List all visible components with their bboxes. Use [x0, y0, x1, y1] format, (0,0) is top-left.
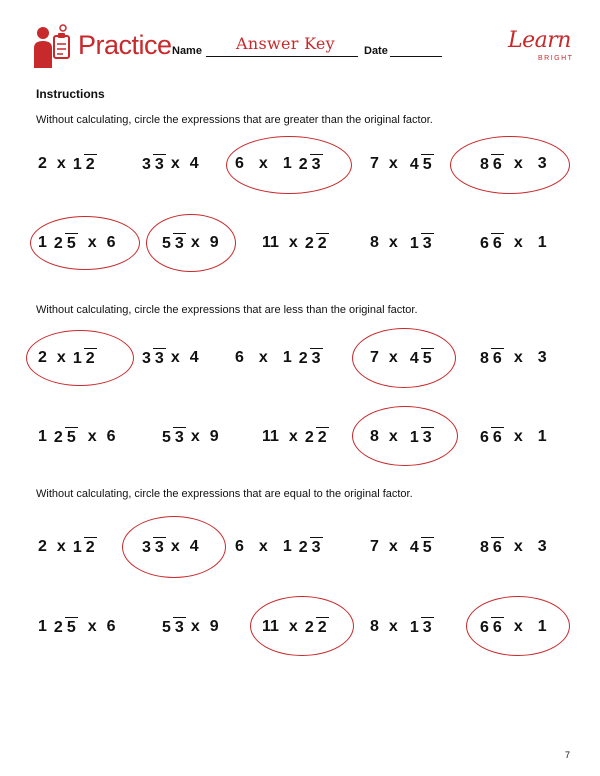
section-less-label: Without calculating, circle the expressions that are less than the original factor. — [36, 304, 418, 316]
expression-8x1third: 8 x 1 3 — [370, 618, 432, 636]
expression-11x2halves: 11 x 2 2 — [262, 618, 327, 636]
expression-6x1-2thirds: 6 x 1 2 3 — [235, 155, 321, 173]
expression-6sixths-x1: 6 6 x 1 — [480, 428, 547, 446]
expression-2x1half: 2 x 1 2 — [38, 538, 95, 556]
expression-3thirds-x4: 3 3 x 4 — [142, 538, 199, 556]
page-title: Practice — [78, 30, 172, 60]
expression-1-2fifths-x6: 1 2 5 x 6 — [38, 428, 116, 446]
expression-6sixths-x1: 6 6 x 1 — [480, 234, 547, 252]
section-equal-label: Without calculating, circle the expressions that are equal to the original factor. — [36, 488, 413, 500]
expression-7x4fifths: 7 x 4 5 — [370, 155, 432, 173]
instructions-heading: Instructions — [36, 87, 105, 101]
expression-8x1third: 8 x 1 3 — [370, 234, 432, 252]
expression-5thirds-x9: 5 3 x 9 — [162, 428, 219, 446]
expression-5thirds-x9: 5 3 x 9 — [162, 618, 219, 636]
expression-6sixths-x1: 6 6 x 1 — [480, 618, 547, 636]
expression-11x2halves: 11 x 2 2 — [262, 428, 327, 446]
expression-2x1half: 2 x 1 2 — [38, 349, 95, 367]
logo-text: Learn — [508, 28, 571, 53]
expression-1-2fifths-x6: 1 2 5 x 6 — [38, 234, 116, 252]
expression-11x2halves: 11 x 2 2 — [262, 234, 327, 252]
expression-8sixths-x3: 8 6 x 3 — [480, 155, 547, 173]
learn-bright-logo — [508, 28, 580, 68]
expression-1-2fifths-x6: 1 2 5 x 6 — [38, 618, 116, 636]
expression-8sixths-x3: 8 6 x 3 — [480, 349, 547, 367]
expression-6x1-2thirds: 6 x 1 2 3 — [235, 349, 321, 367]
page-header — [0, 0, 600, 80]
expression-7x4fifths: 7 x 4 5 — [370, 349, 432, 367]
name-label: Name — [172, 45, 202, 57]
expression-8sixths-x3: 8 6 x 3 — [480, 538, 547, 556]
date-label: Date — [364, 45, 388, 57]
section-greater-label: Without calculating, circle the expressions that are greater than the original factor. — [36, 114, 433, 126]
expression-2x1half: 2 x 1 2 — [38, 155, 95, 173]
expression-5thirds-x9: 5 3 x 9 — [162, 234, 219, 252]
name-field[interactable] — [206, 56, 358, 57]
expression-8x1third: 8 x 1 3 — [370, 428, 432, 446]
expression-7x4fifths: 7 x 4 5 — [370, 538, 432, 556]
expression-3thirds-x4: 3 3 x 4 — [142, 155, 199, 173]
logo-subtext: BRIGHT — [538, 55, 574, 62]
answer-key-label: Answer Key — [236, 34, 335, 53]
date-field[interactable] — [390, 56, 442, 57]
expression-6x1-2thirds: 6 x 1 2 3 — [235, 538, 321, 556]
teacher-clipboard-icon — [32, 24, 72, 68]
expression-3thirds-x4: 3 3 x 4 — [142, 349, 199, 367]
page-number: 7 — [565, 750, 571, 760]
